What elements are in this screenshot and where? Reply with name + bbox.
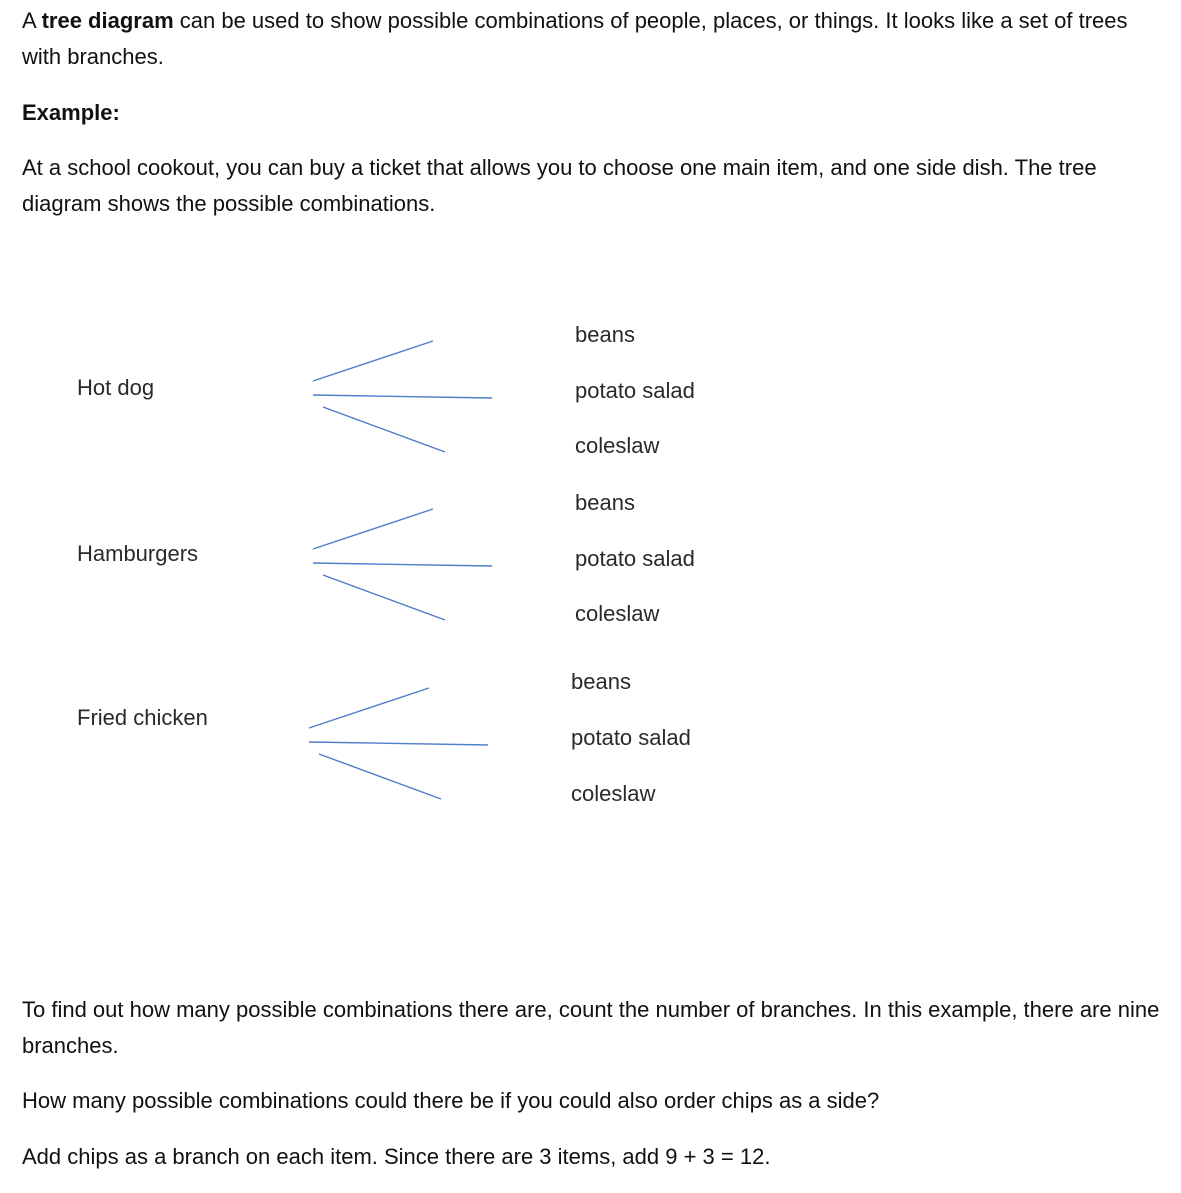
tree-side-label: beans bbox=[575, 490, 635, 515]
branch-friedchicken-potato-salad bbox=[309, 742, 488, 745]
tree-side-label: coleslaw bbox=[575, 433, 660, 458]
branch-hotdog-beans bbox=[313, 341, 433, 381]
tree-main-fried-chicken: Fried chicken bbox=[77, 705, 208, 730]
cookout-paragraph: At a school cookout, you can buy a ticket that allows you to choose one main item, and one side dish. The tree diagram shows the possible combinations. bbox=[22, 155, 1097, 216]
count-paragraph: To find out how many possible combinations there are, count the number of branches. In this example, there are nine branches. bbox=[22, 997, 1160, 1058]
tree-main-hamburgers: Hamburgers bbox=[77, 541, 199, 566]
branch-friedchicken-beans bbox=[309, 688, 429, 728]
intro-paragraph bbox=[22, 3, 1172, 75]
tree-side-label: potato salad bbox=[571, 725, 691, 750]
example-heading: Example: bbox=[22, 100, 120, 125]
tree-side-label: potato salad bbox=[575, 378, 695, 403]
intro-suffix: can be used to show possible combinations of people, places, or things. It looks like a set of trees with branches. bbox=[22, 8, 1128, 69]
tree-main-hot-dog: Hot dog bbox=[77, 375, 155, 400]
branch-hamburgers-beans bbox=[313, 509, 433, 549]
question-paragraph: How many possible combinations could there be if you could also order chips as a side? bbox=[22, 1088, 880, 1113]
branch-hamburgers-coleslaw bbox=[323, 575, 445, 620]
branch-hotdog-coleslaw bbox=[323, 407, 445, 452]
branch-friedchicken-coleslaw bbox=[319, 754, 441, 799]
intro-term: tree diagram bbox=[41, 8, 174, 33]
branch-hamburgers-potato-salad bbox=[313, 563, 492, 566]
intro-prefix: A bbox=[22, 8, 42, 33]
tree-side-label: potato salad bbox=[575, 546, 695, 571]
tree-side-label: coleslaw bbox=[571, 781, 656, 806]
tree-side-label: beans bbox=[575, 322, 635, 347]
answer-paragraph: Add chips as a branch on each item. Since there are 3 items, add 9 + 3 = 12. bbox=[22, 1144, 771, 1169]
tree-side-label: beans bbox=[571, 669, 631, 694]
tree-side-label: coleslaw bbox=[575, 601, 660, 626]
branch-hotdog-potato-salad bbox=[313, 395, 492, 398]
